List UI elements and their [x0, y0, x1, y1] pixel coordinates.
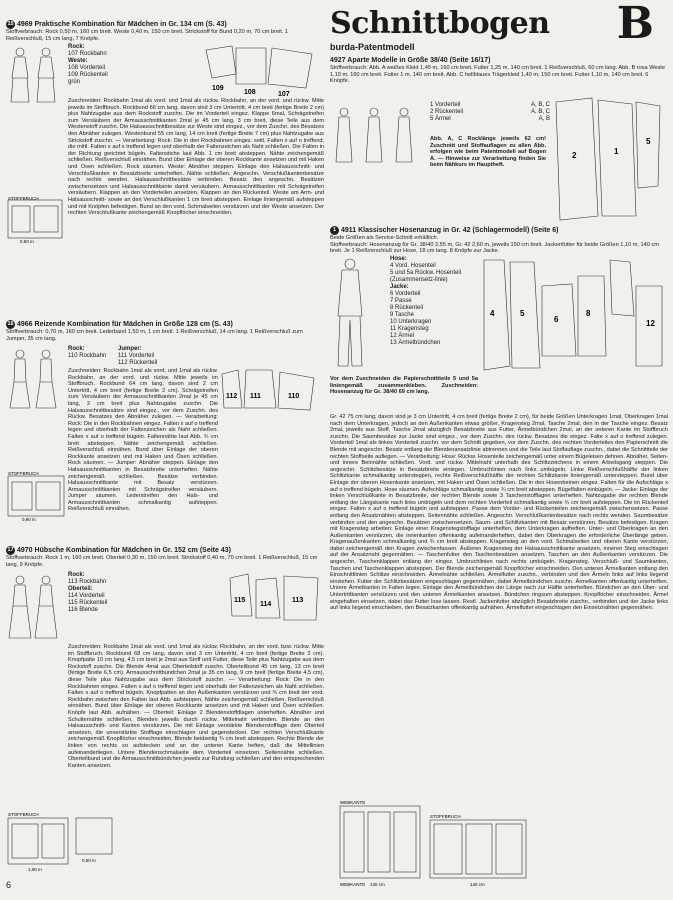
sheet-letter: B — [616, 0, 654, 49]
part-item: 107 Rockbahn — [68, 51, 107, 57]
svg-text:112: 112 — [226, 393, 238, 400]
part-item: 114 Vorderteil — [68, 593, 105, 599]
section-title: 4970 Hübsche Kombination für Mädchen in Gr. 152 cm (Seite 43) — [17, 547, 231, 554]
parts-list — [68, 572, 178, 614]
width-label: 0,50 m — [82, 858, 96, 863]
layout-diagram-4969 — [6, 196, 68, 244]
intro-text: Beide Größen als Service-Schnitt erhältlich. — [330, 235, 439, 241]
part-item: 10 Unterkragen — [390, 319, 432, 325]
layout-diagram-4911 — [330, 796, 530, 888]
svg-text:1: 1 — [614, 147, 619, 156]
width-label: 0,90 m — [22, 517, 36, 522]
section-number: 15 — [7, 21, 14, 27]
stoffbruch-label: STOFFBRUCH — [8, 812, 39, 817]
part-item: 11 Kragensteg — [390, 326, 429, 332]
width-label: 140 cm — [370, 882, 385, 887]
part-item: 9 Tasche — [390, 312, 414, 318]
part-item: 112 Rückenteil — [118, 360, 158, 366]
section-title: 4927 Aparte Modelle in Größe 38/40 (Seite 16/17) — [330, 57, 491, 64]
parts-title: Jacke: — [390, 284, 409, 290]
section-4927 — [330, 56, 668, 226]
svg-text:115: 115 — [234, 597, 246, 604]
svg-text:114: 114 — [260, 601, 272, 608]
pattern-pieces-4969 — [202, 44, 320, 98]
svg-text:107: 107 — [278, 91, 290, 98]
page-title: Schnittbogen — [330, 6, 550, 41]
parts-list — [430, 102, 550, 123]
section-number: 17 — [7, 547, 14, 553]
part-item: 7 Passe — [390, 298, 412, 304]
parts-list-jumper — [118, 346, 188, 367]
webkante-label: WEBKANTE — [340, 882, 366, 887]
svg-text:108: 108 — [244, 89, 256, 96]
fashion-sketch-4911 — [330, 256, 390, 372]
materials-text: Stoffverbrauch: Rock 1 m, 160 cm breit. Oberteil 0,30 m, 150 cm breit. Strickstoff 0,40 m, 70 cm breit. 1 Reißverschluß, 15 cm lang, 9 Knöpfe. — [6, 555, 318, 568]
materials-text: Stoffverbrauch: Rock 0,50 m, 160 cm breit. Weste 0,40 m, 150 cm breit. Strickstoff für Bund 0,20 m, 70 cm breit. 1 Reißverschluß, 15 cm lang, 7 Knöpfe. — [6, 29, 288, 42]
svg-text:8: 8 — [586, 309, 591, 318]
cut-note-4911: Vor dem Zuschneiden die Papierschnittteile 5 und 5a liniengemäß zusammenkleben. Zuschneiden: Hosenanzug für Gr. 38/40 69 cm lang. — [330, 376, 478, 396]
svg-text:5: 5 — [646, 137, 651, 146]
section-title: 4966 Reizende Kombination für Mädchen in Größe 128 cm (S. 43) — [17, 321, 233, 328]
svg-text:113: 113 — [292, 597, 304, 604]
section-4911 — [330, 226, 668, 888]
part-label: 1 Vorderteil — [430, 102, 461, 108]
materials-text: Stoffverbrauch: 0,70 m, 160 cm breit. Lederband 1,50 m, 1 cm breit. 1 Reißverschluß, 14 cm lang. 1 Reißverschluß zum Jumper, 35 cm lang. — [6, 329, 303, 342]
section-heading — [6, 320, 324, 329]
instructions-4969: Zuschneiden: Rockbahn 1mal als vord. und 1mal als rückw. Rockbahn, an der vord. und rückw. Mitte jeweils im Stoffbruch. Rockbund 66 cm lang, davon sind 3 cm Untertritt, 4 cm breit (fertige Breite 2 cm) plus Nahtzugabe aus dem Rockstoff zuschn. Die im Vorderteil eingez. Klappe 6mal, Schrägstreifen zum Versäubern der Armausschnittkanten 2mal je 45 cm lang, 3 cm breit, diese Teile aus dem Westenstoff zuschn. Die Halsausschnittbesätze zur Weste sind eingez., vor dem Zuschn. des Besatzes den Abnäher zulegen. Westenbund 55 cm lang, 14 cm breit (fertige Breite 7 cm) plus Nahtzugabe aus Strickstoff zuschn. — Verarbeitung: Rock: Die in den Rockbahnen eingez. seitl. Falten x auf o treffend, die mittl. Falten x auf x treffend legen und oberhalb der Faltenzeichen als Naht schließen. Die Falten in der Richtung gerichtet bügeln. Faltenstiche laut Abb. 1 cm breit absteppen. Nähte zeichengemäß schließen. Reißverschluß einnähen. Bund über Einlage der oberen Rockkante ansetzen und mit Haken und Osen schließen. Rock säumen. Weste: Abnäher steppen. Einlage den Halsausschnitt- und Verschlußkanten in Besatzbreite unterheften. Nähte schließen. Angeschn. Verschlußkantenbesätze nach rechts wenden. Halsausschnittbesätze verbinden. Besatz den angeschn. Besätzen zwischensetzen und Halsausschnittkante damit versäubern. Armausschnittkanten mit Schrägstreifen versäubern. Klappen an den Vorderteilen ansetzen. Klappen an den Rückenteil. Weste am Arm- und Halsausschnitt- sowie an den Verschlußkanten 1 cm breit absteppen. Einlage liniengemäß aufsteppen und mit Knöpfen befestigen. Bund an den vord. Schmalseiten verstürzen und der Weste ansetzen. Der rechten Verschlußkante zeichengemäß Knopflöcher einschneiden. — [68, 98, 324, 217]
part-item: 5 und 5a Rückw. Hosenteil (Zusammensetz-linie) — [390, 270, 462, 283]
part-item: 6 Vorderteil — [390, 291, 421, 297]
svg-text:109: 109 — [212, 85, 224, 92]
stoffbruch-label: STOFFBRUCH — [8, 471, 39, 476]
parts-title: Hose: — [390, 256, 407, 262]
part-item: 115 Rückenteil — [68, 600, 108, 606]
section-title: 4969 Praktische Kombination für Mädchen in Gr. 134 cm (S. 43) — [17, 21, 227, 28]
part-item: 108 Vorderteil — [68, 65, 106, 71]
pattern-pieces-4927 — [552, 96, 664, 226]
svg-text:4: 4 — [490, 309, 495, 318]
instructions-4966: Zuschneiden: Rockbahn 1mal als vord. und 1mal als rückw. Rockbahn, an der vord. und rückw. Mitte jeweils im Stoffbruch. Rockbund 64 cm lang, davon sind 2 cm Untertritt, 4 cm breit (fertige Breite 2 cm). Schrägstreifen zum Versäubern der Armausschnittkanten 2mal je 45 cm lang, 2 cm breit plus Nahtzugabe zuschn. Die Halsausschnittbesätze sind eingez., vor dem Zuschn. des Rückw. Besatzes den Abnäher zulegen. — Verarbeitung: Rock: Die in den Rockbahnen eingez. Falten x auf o treffend legen und oberhalb der Faltenzeichen als Naht schließen. Falten x auf o treffend bügeln. Faltennähte laut Abb. ¾ cm breit absteppen. Nähte zeichengemäß schließen. Reißverschluß einnähen. Bund über Einlage der oberen Rockkante ansetzen und mit Haken und Ösen schließen. Rock säumen. — Jumper: Abnäher steppen. Einlage den Halsausschnittkanten in Besatzbreite unterheften. Nähte zeichengemäß schließen. Besätze verbinden. Halsausschnittkante mit Besatz verstürzen. Armausschnittkanten mit Schrägstreifen versäubern. Jumper säumen. Lederstreifen den Hals- und Armausschnittkanten schmalkantig aufsteppen. Reißverschluß einnähen. — [68, 368, 218, 513]
color-label: grün — [68, 79, 81, 85]
part-row — [430, 116, 550, 123]
section-number: 1 — [330, 226, 339, 235]
pattern-pieces-4911 — [480, 256, 666, 376]
part-variants: A, B, C — [530, 109, 550, 115]
instructions-4911: Gr. 42 75 cm lang, davon sind je 3 cm Untertritt, 4 cm breit (fertige Breite 2 cm), für beide Größen Unterkragen 1mal, Oberkragen 1mal nach dem Unterkragen, jedoch an den Außenkanten etwas größer, Kragensteg 2mal, Tasche 2mal, den in der Tasche eingez. Besatz 2mal, jeweils aus Stoff, Tasche 2mal abzüglich Besatzbreite aus Futter, Ärmelbündchen 2mal, an der unteren Kante im Stoffbruch zuschn. Die Saumbesätze zur Jacke sind eingez., vor dem Zuschn. des rückw. Besatzes die eingez. Falte x auf o treffend zulegen. Vorderteil 1mal als linkes Vorderteil zuschn. vor dem Schnitt gegeben, vor dem Zuschn. des rechten Vorderteiles den Papierschnitt die Blende mit angeschn. Besatz entlang der Blendenansatzlinie abtrennen und die Teile laut Stoffauflage zuschn., dabei die Schnittteile der rechten Stoffseite auflegen. — Verarbeitung: Hose: Rückw. Hosenteile zeichengemäß unter einem Bügeleisen dehnen. Abnäher, Seiten- und innere Beinnähte schließen. Vord. und rückw. Mittelnaht unterhalb des Schlitzzeichens in einem Arbeitsgang steppen. Die angeschn. Schlitzbesätze in Besatzbreite einlegen. Umbruchlinien nach links umbügeln. Linke Reißverschlußhälfte der linken Schlitzkante schmalkantig untersteppen, rechte Reißverschlußhälfte der rechten Schlitzkante liniengemäß untersteppen. Bund über Einlage der oberen Hosenkante ansetzen, mit Haken und Ösen schließen. Die in den Hosenbeinen eingez. Falten für die Aufschläge x auf o treffend bügeln. Hose säumen. Aufschläge schmalkantig sowie ¾ cm breit absteppen. Bügelfalten einbügeln. — Jacke: Einlage der linken Verschlußkante in Besatzbreite, der rechten Blende sowie 3 Taschenstofflagen unterheften. Nahtzugabe der rechten Blende entlang der Längskante nach links umbügeln und dem rechten Vorderteil schmalkantig sowie ¾ cm breit aufsteppen. Die im Rückenteil eingez. Falten x auf o treffend bügeln und aufsteppen. Passe dem Vorder- und Rückenteilen zeichengemäß zwischensetzen. Passe entlang den Ansatznähten absteppen. Seitennähte schließen. Angeschn. Verschlußkantenbesätze nach rechts wenden. Saumbesätze verbinden und den angeschn. Besätzen zwischensetzen. Saum- und Schlitzkanten mit Besatz verstürzen. Besätze befestigen. Kragen mit Kragensteg arbeiten: Einlage einer Kragenstegstofflage unterheften, dem Unterkragen aufheften. Unter- und Oberkragen an den Außenkanten verstürzen, die innenkanten offenkantig aufeinanderheften, dabei den Oberkragen die erforderliche Überlänge geben. Kragenaußenkanten schmalkantig und ¾ cm breit absteppen. Kragensteg an den vord. Schmalseiten und oberen Kante verstürzen, dabei zeichengemäß den Kragen zwischenfassen. Äußeren Kragensteg der Halsausschnittkante ansetzen, inneren Steg einschlagen auf der Ansatznaht gegennähen. — Taschenfutter den Taschenbesätzen ansetzen. Taschen an den Außenkanten verstürzen. Die angeschn. Taschenklappen entlang der eingez. Umbruchlinien nach rechts umbügeln. Kragensteg, Verschluß- und Saumkanten, Taschen und Taschenklappen absteppen. Der Blende zeichengemäß Knopflöcher einschneiden. Den unteren Ärmelkanten entlang den Einschnittlinien Schlitze einschneiden. Ärmelnähte schließen. Ärmelfutter zuschn., verbinden und den Ärmeln links auf links liegend einziehen. Futter der Schlitzbesätzen eingeschlagen gegennähen, dabei Ärmelbündchen zuschn. Ärmelkanten offenkantig unterheften. Untere Ärmelkanten in Falten legen. Einlage den Ärmelbündchen der Länge nach zur Hälfte unterheften. Bündchen an den Über- und Untertrittkanten verstürzen und den unteren Ärmelkanten ansetzen. Bündchen ringsum absteppen. Knopflöcher einschneiden. Ärmel eingehalten einsetzen, dabei das Futter lose lassen. Restl. Jackenfutter abzüglich Besatzbreite zuschn., verbinden und der Jacke links auf links liegend einschieben, den Besatzkanten offenkantig aufnähen. Ärmelfutter eingeschlagen den Einsetznähten gegennähen. — [330, 414, 668, 612]
page-subtitle: burda-Patentmodell — [330, 42, 415, 52]
part-item: 13 Ärmelbündchen — [390, 340, 441, 346]
part-row — [430, 109, 550, 116]
part-item: 111 Vorderteil — [118, 353, 155, 359]
part-item: 109 Rückenteil — [68, 72, 108, 78]
fashion-sketch-4927 — [330, 102, 426, 182]
part-item: 113 Rockbahn — [68, 579, 107, 585]
left-column — [6, 0, 324, 900]
fashion-sketch-4970 — [6, 572, 66, 648]
right-column — [330, 0, 668, 900]
parts-title: Rock: — [68, 346, 85, 352]
section-heading — [6, 20, 324, 29]
part-label: 2 Rückenteil — [430, 109, 464, 115]
section-4970 — [6, 546, 324, 876]
page-number: 6 — [6, 880, 12, 890]
svg-text:12: 12 — [646, 319, 655, 328]
svg-text:2: 2 — [572, 151, 577, 160]
note-4927: Abb. A, C Rocklänge jeweils 62 cm! Zuschnitt und Stoffauflagen zu allen Abb. erfolgen wie beim Patentmodell auf Bogen A. — Hinweise zur Verarbeitung finden Sie beim Nähkurs im Hauptheft. — [430, 136, 546, 169]
section-4966 — [6, 320, 324, 552]
part-row — [430, 102, 550, 109]
svg-text:5: 5 — [520, 309, 525, 318]
layout-diagram-4966 — [6, 470, 70, 522]
section-4969 — [6, 20, 324, 244]
parts-list — [68, 44, 158, 86]
part-item: 12 Ärmel — [390, 333, 415, 339]
section-heading — [6, 546, 324, 555]
section-title: 4911 Klassischer Hosenanzug in Gr. 42 (Schlagermodell) (Seite 6) — [341, 227, 559, 234]
svg-text:111: 111 — [250, 393, 261, 400]
parts-title: Jumper: — [118, 346, 142, 352]
part-label: 5 Ärmel — [430, 116, 451, 122]
webkante-label: WEBKANTE — [340, 800, 366, 805]
section-heading — [330, 226, 668, 235]
instructions-4970: Zuschneiden: Rockbahn 1mal als vord. und 1mal als rückw. Rockbahn, an der vord. bzw. rückw. Mitte im Stoffbruch. Rockbund 68 cm lang, davon sind 3 cm Untertritt, 4 cm breit (fertige Breite 2 cm). Knopfpatte 10 cm lang, 4,5 cm breit je 2mal aus Stoff und Futter, diese Teile plus Nahtzugabe aus dem Rockstoff zuschn. Die Blende 4mal aus Oberteilstoff zuschn. Oberteilbund 45 cm lang, 13 cm breit (fertige Breite 6,5 cm). Armausschnittbündchen 2mal je 35 cm lang, 9 cm breit (fertige Breite 4,5 cm), diese Teile plus Nahtzugabe aus dem Strickstoff zuschn. — Verarbeitung: Rock: Die in den Rockbahnen eingez. Falten x auf o treffend legen und oberhalb der Faltenzeichen als Naht schließen. Falten x auf o treffend bügeln. Knopfpatten an den Außenkanten verstürzen und ¾ cm breit der vord. Rockbahn zwischen den Falten laut Abb. aufsteppen. Nähte zeichengemäß schließen. Reißverschluß einnähen. Bund über Einlage der oberen Rockkante ansetzen und mit Haken und Ösen schließen. Knöpfe laut Abb. aufnähen. — Oberteil: Einlage 2 Blendenstoffdlagen unterheften. Abnäher und Schulternähte schließen. Blenden jeweils durch rückw. Mittelnaht verbinden. Blende an den Halsausschnitt- und Kanten verstürzen. Die mit Einlage verstärkte Blendenstofflage dem Oberteil ansetzen, die unverstärkte Stofflage einschlagen und gegenstecken. Der rechten Verschlußkante zeichengemäß Knopflöcher einschneiden. Blende beidseitig ¾ cm breit absteppen. Rechte Blende der linken von rechts so aufstecken und an der unteren Kante heften, daß die Mittellinien aufeinanderliegen. Untere Blendenschmalseite dem Vorderteil einsetzen. Seitennähte schließen. Oberteilbund und die Armausschnittbündchen jeweils zur Rundung schließen und den entsprechenden Kanten ansetzen. — [68, 644, 324, 769]
svg-text:110: 110 — [288, 393, 300, 400]
part-variants: A, B — [538, 116, 550, 122]
section-number: 16 — [7, 321, 14, 327]
svg-text:6: 6 — [554, 315, 559, 324]
part-item: 116 Blende — [68, 607, 98, 613]
stoffbruch-label: STOFFBRUCH — [8, 196, 39, 201]
width-label: 1,00 m — [28, 867, 42, 872]
parts-list — [390, 256, 470, 347]
stoffbruch-label: STOFFBRUCH — [430, 814, 461, 819]
width-label: 0,50 m — [20, 239, 34, 244]
part-item: 4 Vord. Hosenteil — [390, 263, 436, 269]
materials-text: Stoffverbrauch: Abb. A weißes Kleid 1,45 m, 160 cm breit. Futter 1,25 m, 140 cm breit. 1 Reißverschluß, 60 cm lang. Abb. B rosa Weste 1,10 m, 160 cm breit. Futter 1 m, 140 cm breit. Abb. C hellblaues Trägerkleid 1,40 m, 150 cm breit. Futter 1,10 m, 140 cm breit. 6 Knöpfe. — [330, 65, 665, 85]
fashion-sketch-4966 — [6, 346, 66, 416]
pattern-pieces-4966 — [220, 368, 320, 414]
parts-title: Rock: — [68, 572, 85, 578]
parts-title: Rock: — [68, 44, 85, 50]
part-group: Oberteil: — [68, 586, 93, 592]
part-item: 8 Rückenteil — [390, 305, 424, 311]
fashion-sketch-4969 — [6, 44, 66, 108]
layout-diagram-4970 — [6, 808, 116, 874]
part-item: 110 Rockbahn — [68, 353, 107, 359]
materials-text: Stoffverbrauch: Hosenanzug für Gr. 38/40 2,55 m, Gr. 42 2,60 m, jeweils 150 cm breit. Jackenfutter für beide Größen 1,10 m, 140 cm breit. Je 1 Reißverschluß zur Hose, 18 cm lang. 8 Knöpfe zur Jacke. — [330, 241, 659, 255]
part-group: Weste: — [68, 58, 88, 64]
part-variants: A, B, C — [530, 102, 550, 108]
width-label: 140 cm — [470, 882, 485, 887]
pattern-pieces-4970 — [228, 572, 322, 626]
